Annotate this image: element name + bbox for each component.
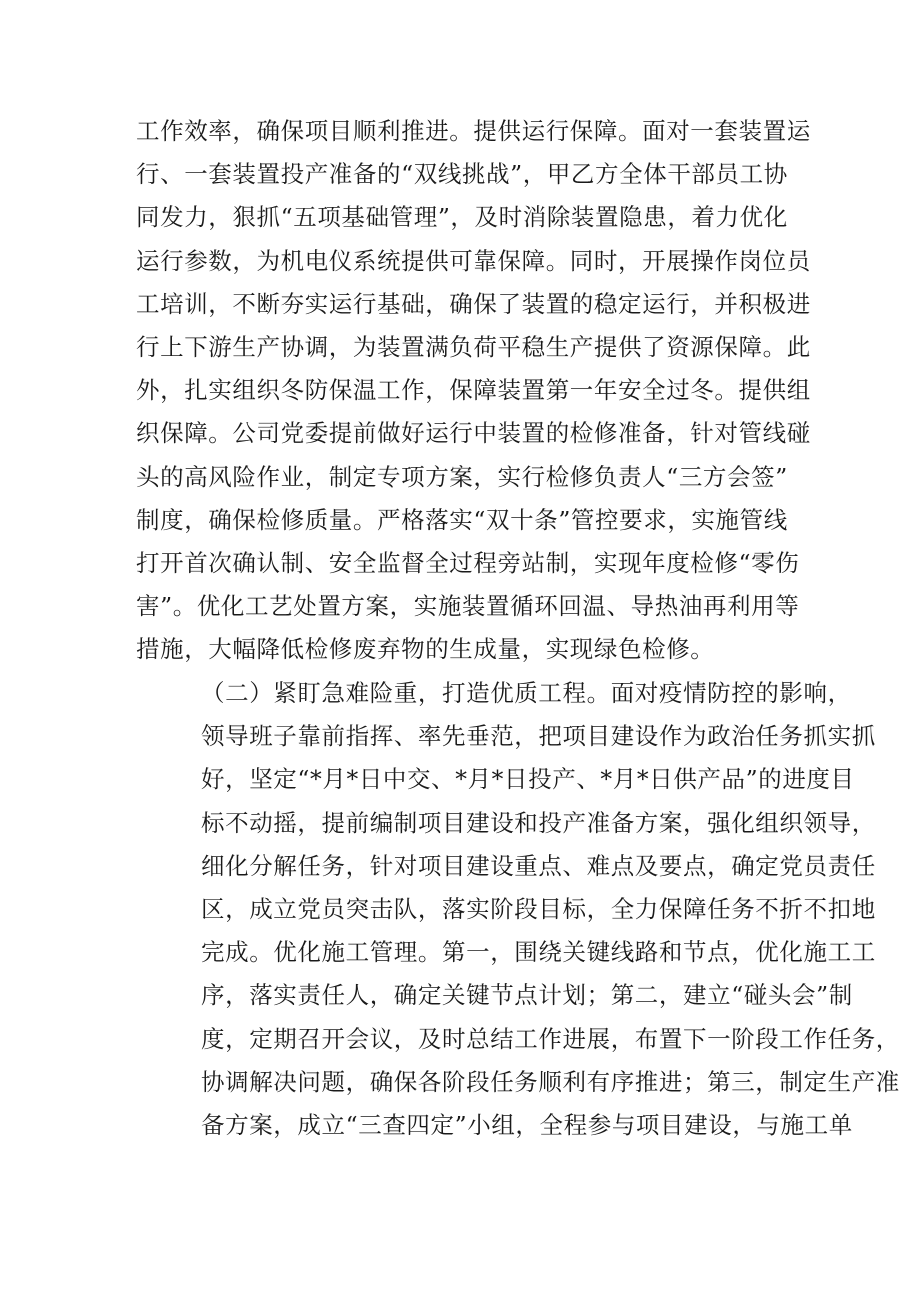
paragraph-line: （二）紧盯急难险重，打造优质工程。面对疫情防控的影响， (201, 679, 852, 707)
paragraph-line: 序，落实责任人，确定关键节点计划；第二，建立“碰头会”制 (201, 981, 853, 1010)
paragraph-line: 外，扎实组织冬防保温工作，保障装置第一年安全过冬。提供组 (136, 376, 811, 405)
paragraph-line: 行上下游生产协调，为装置满负荷平稳生产提供了资源保障。此 (136, 333, 811, 362)
paragraph-line: 协调解决问题，确保各阶段任务顺利有序推进；第三，制定生产准 (201, 1067, 900, 1096)
paragraph-line: 害”。优化工艺处置方案，实施装置循环回温、导热油再利用等 (136, 592, 800, 621)
paragraph-line: 工培训，不断夯实运行基础，确保了装置的稳定运行，并积极进 (136, 289, 811, 318)
paragraph-line: 工作效率，确保项目顺利推进。提供运行保障。面对一套装置运 (136, 117, 811, 145)
paragraph-line: 制度，确保检修质量。严格落实“双十条”管控要求，实施管线 (136, 505, 788, 534)
paragraph-line: 标不动摇，提前编制项目建设和投产准备方案，强化组织领导， (201, 808, 876, 837)
paragraph-line: 度，定期召开会议，及时总结工作进展，布置下一阶段工作任务， (201, 1024, 900, 1053)
paragraph-line: 打开首次确认制、安全监督全过程旁站制，实现年度检修“零伤 (136, 549, 800, 578)
paragraph-line: 细化分解任务，针对项目建设重点、难点及要点，确定党员责任 (201, 851, 876, 880)
paragraph-line: 完成。优化施工管理。第一，围绕关键线路和节点，优化施工工 (201, 938, 876, 967)
paragraph-line: 行、一套装置投产准备的“双线挑战”，甲乙方全体干部员工协 (136, 160, 788, 189)
paragraph-line: 同发力，狠抓“五项基础管理”，及时消除装置隐患，着力优化 (136, 203, 788, 232)
paragraph-line: 运行参数，为机电仪系统提供可靠保障。同时，开展操作岗位员 (136, 246, 811, 275)
paragraph-line: 织保障。公司党委提前做好运行中装置的检修准备，针对管线碰 (136, 419, 811, 448)
paragraph-line: 头的高风险作业，制定专项方案，实行检修负责人“三方会签” (136, 462, 788, 491)
paragraph-1 (136, 110, 811, 672)
paragraph-line: 领导班子靠前指挥、率先垂范，把项目建设作为政治任务抓实抓 (201, 722, 876, 751)
paragraph-line: 区，成立党员突击队，落实阶段目标，全力保障任务不折不扣地 (201, 895, 876, 924)
paragraph-line: 措施，大幅降低检修废弃物的生成量，实现绿色检修。 (136, 635, 715, 664)
paragraph-2 (136, 672, 900, 1147)
paragraph-line: 备方案，成立“三查四定”小组，全程参与项目建设，与施工单 (201, 1111, 853, 1140)
paragraph-line: 好，坚定“*月*日中交、*月*日投产、*月*日供产品”的进度目 (201, 765, 855, 794)
